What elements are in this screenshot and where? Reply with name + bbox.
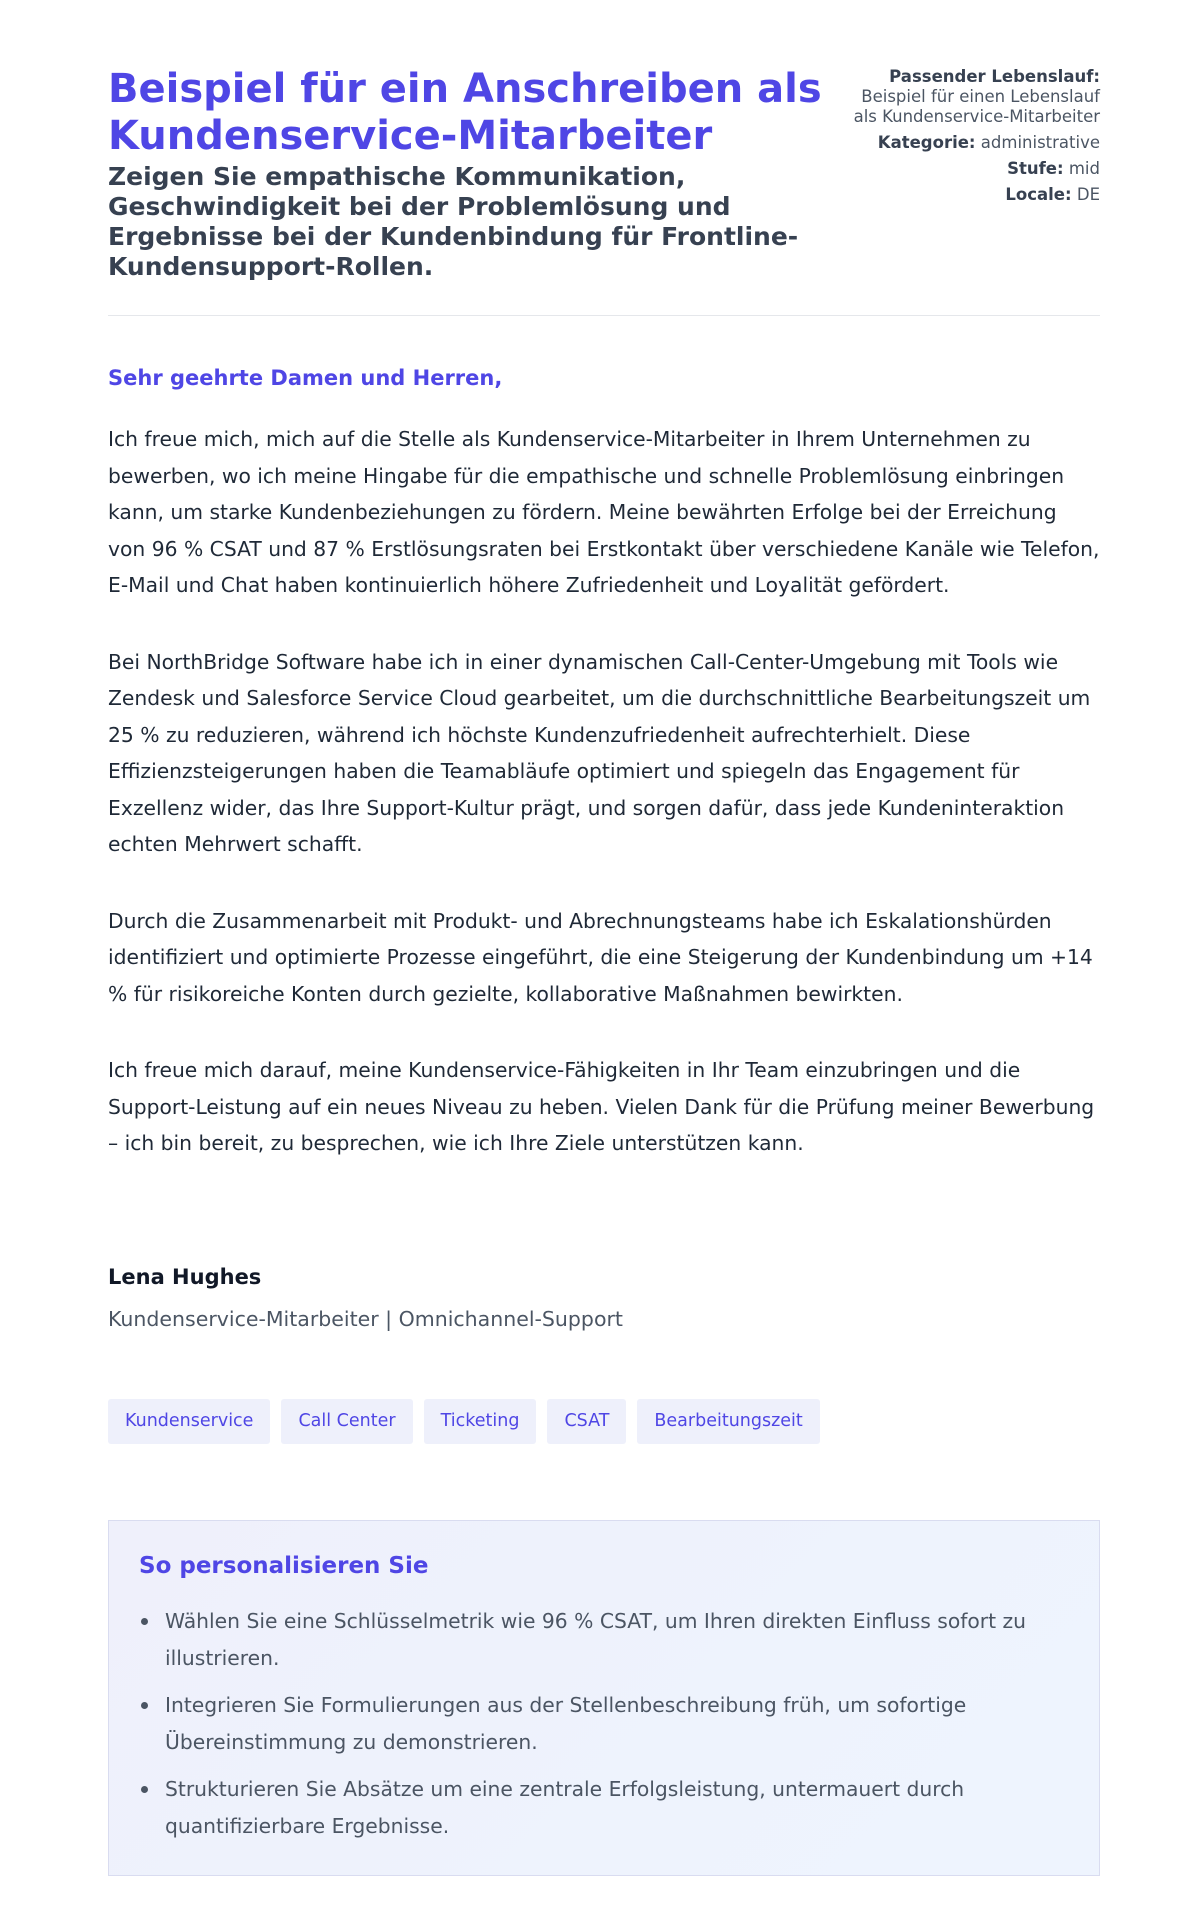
meta-category-label: Kategorie: — [877, 133, 976, 152]
tag-chip[interactable]: Bearbeitungszeit — [637, 1399, 819, 1444]
signature-name: Lena Hughes — [108, 1265, 262, 1289]
meta-panel — [840, 67, 1100, 211]
meta-locale — [840, 185, 1100, 205]
meta-locale-label: Locale: — [1005, 185, 1072, 204]
tips-list — [139, 1603, 1095, 1855]
tip-item: Integrieren Sie Formulierungen aus der Stellenbeschreibung früh, um sofortige Übereinstimmung zu demonstrieren. — [165, 1687, 1095, 1761]
meta-category — [840, 133, 1100, 153]
tag-chip[interactable]: Ticketing — [424, 1399, 537, 1444]
tag-chip[interactable]: CSAT — [547, 1399, 626, 1444]
page-title: Beispiel für ein Anschreiben als Kundenservice-Mitarbeiter — [108, 66, 822, 159]
meta-level-value: mid — [1068, 159, 1100, 178]
letter-salutation: Sehr geehrte Damen und Herren, — [108, 366, 503, 390]
signature-role: Kundenservice-Mitarbeiter | Omnichannel-Support — [108, 1307, 623, 1331]
meta-level — [840, 159, 1100, 179]
tag-chip[interactable]: Call Center — [281, 1399, 412, 1444]
cover-letter-page — [108, 0, 1100, 1838]
letter-signature — [108, 1265, 623, 1331]
letter-paragraph: Durch die Zusammenarbeit mit Produkt- und Abrechnungsteams habe ich Eskalationshürden identifiziert und optimierte Prozesse eingeführt, die eine Steigerung der Kundenbindung um +14 % für risikoreiche Konten durch gezielte, kollaborative Maßnahmen bewirkten. — [108, 908, 1093, 1006]
page-header — [108, 0, 1100, 318]
personalization-tips-box — [108, 1520, 1100, 1876]
meta-matching-resume — [840, 67, 1100, 127]
tip-item: Strukturieren Sie Absätze um eine zentrale Erfolgsleistung, untermauert durch quantifizierbare Ergebnisse. — [165, 1771, 1095, 1845]
meta-level-label: Stufe: — [1007, 159, 1064, 178]
meta-locale-value: DE — [1076, 185, 1100, 204]
tag-chip[interactable]: Kundenservice — [108, 1399, 270, 1444]
meta-category-value: administrative — [980, 133, 1100, 152]
tips-title: So personalisieren Sie — [139, 1553, 429, 1579]
letter-paragraph: Ich freue mich darauf, meine Kundenservice-Fähigkeiten in Ihr Team einzubringen und die Support-Leistung auf ein neues Niveau zu heben. Vielen Dank für die Prüfung meiner Bewerbung – ich bin bereit, zu besprechen, wie ich Ihre Ziele unterstützen kann. — [108, 1058, 1095, 1155]
tip-item: Wählen Sie eine Schlüsselmetrik wie 96 % CSAT, um Ihren direkten Einfluss sofort zu illustrieren. — [165, 1603, 1095, 1677]
tag-list — [108, 1399, 820, 1444]
meta-resume-link[interactable]: Beispiel für einen Lebenslauf als Kundenservice-Mitarbeiter — [853, 87, 1100, 126]
letter-body — [108, 421, 1100, 1202]
letter-paragraph: Bei NorthBridge Software habe ich in einer dynamischen Call-Center-Umgebung mit Tools wie Zendesk und Salesforce Service Cloud gearbeitet, um die durchschnittliche Bearbeitungszeit um 25 % zu reduzieren, während ich höchste Kundenzufriedenheit aufrechterhielt. Diese Effizienzsteigerungen haben die Teamabläufe optimiert und spiegeln das Engagement für Exzellenz wider, das Ihre Support-Kultur prägt, und sorgen dafür, dass jede Kundeninteraktion echten Mehrwert schafft. — [108, 649, 1091, 856]
header-divider — [108, 315, 1100, 316]
page-subtitle: Zeigen Sie empathische Kommunikation, Geschwindigkeit bei der Problemlösung und Ergebnisse bei der Kundenbindung für Frontline-Kundensupport-Rollen. — [108, 162, 799, 281]
letter-paragraph: Ich freue mich, mich auf die Stelle als Kundenservice-Mitarbeiter in Ihrem Unternehmen zu bewerben, wo ich meine Hingabe für die empathische und schnelle Problemlösung einbringen kann, um starke Kundenbeziehungen zu fördern. Meine bewährten Erfolge bei der Erreichung von 96 % CSAT und 87 % Erstlösungsraten bei Erstkontakt über verschiedene Kanäle wie Telefon, E-Mail und Chat haben kontinuierlich höhere Zufriedenheit und Loyalität gefördert. — [108, 427, 1100, 597]
meta-resume-label: Passender Lebenslauf: — [889, 67, 1100, 86]
title-block — [108, 66, 828, 282]
